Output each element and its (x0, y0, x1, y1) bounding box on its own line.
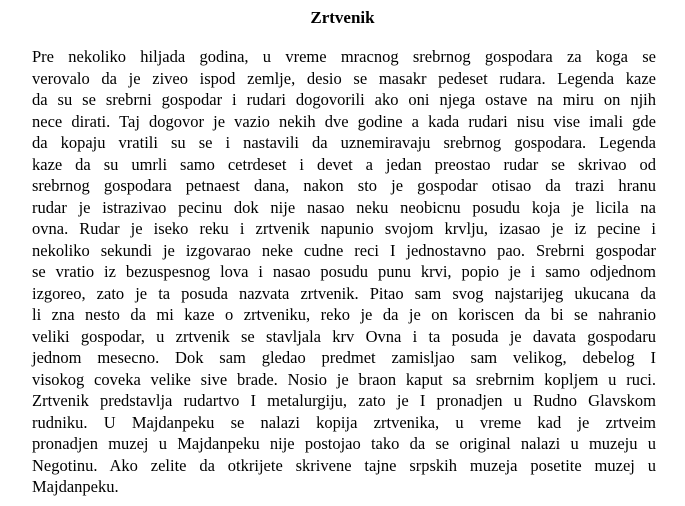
body-line-6: kaze da su umrli samo cetrdeset i devet a jedan preostao rudar se skrivao od (32, 154, 656, 174)
body-line-1: Pre nekoliko hiljada godina, u vreme mracnog srebrnog gospodara za koga se (32, 47, 656, 66)
document-body (32, 46, 656, 498)
document-title: Zrtvenik (310, 8, 375, 27)
body-line-9: ovna. Rudar je iseko reku i zrtvenik napunio svojom krvlju, izasao je iz pecine i (32, 219, 656, 238)
body-line-18: rudniku. U Majdanpeku se nalazi kopija zrtvenika, u vreme kad je zrtveim (32, 412, 656, 432)
body-line-21: Majdanpeku. (32, 477, 119, 496)
body-line-7: srebrnog gospodara petnaest dana, nakon sto je gospodar otisao da trazi hranu (32, 176, 656, 195)
body-line-13: li zna nesto da mi kaze o zrtveniku, reko je da je on koriscen da bi se nahranio (32, 305, 656, 324)
body-line-20: Negotinu. Ako zelite da otkrijete skrivene tajne srpskih muzeja posetite muzej u (32, 455, 656, 475)
body-line-12: izgoreo, zato je ta posuda nazvata zrtvenik. Pitao sam svog najstarijeg ukucana da (32, 283, 656, 303)
body-line-8: rudar je istrazivao pecinu dok nije nasao neku neobicnu posudu koja je licila na (32, 197, 656, 217)
body-line-10: nekoliko sekundi je izgovarao neke cudne reci I jednostavno pao. Srebrni gospodar (32, 240, 656, 260)
body-line-16: visokog coveka velike sive brade. Nosio je braon kaput sa srebrnim kopljem u ruci. (32, 369, 656, 389)
body-line-11: se vratio iz bezuspesnog lova i nasao posudu punu krvi, popio je i samo odjednom (32, 262, 656, 281)
body-line-5: da kopaju vratili su se i nastavili da uznemiravaju srebrnog gospodara. Legenda (32, 133, 656, 152)
body-line-4: nece dirati. Taj dogovor je vazio nekih dve godine a kada rudari nisu vise imali gde (32, 111, 656, 131)
body-line-19: pronadjen muzej u Majdanpeku nije postojao tako da se original nalazi u muzeju u (32, 434, 656, 453)
body-line-2: verovalo da je ziveo ispod zemlje, desio se masakr pedeset rudara. Legenda kaze (32, 68, 656, 88)
body-line-3: da su se srebrni gospodar i rudari dogovorili ako oni njega ostave na miru on njih (32, 90, 656, 109)
body-line-17: Zrtvenik predstavlja rudartvo I metalurgiju, zato je I pronadjen u Rudno Glavskom (32, 391, 656, 410)
body-line-14: veliki gospodar, u zrtvenik se stavljala krv Ovna i ta posuda je davata gospodaru (32, 326, 656, 346)
body-line-15: jednom mesecno. Dok sam gledao predmet zamisljao sam velikog, debelog I (32, 348, 656, 367)
